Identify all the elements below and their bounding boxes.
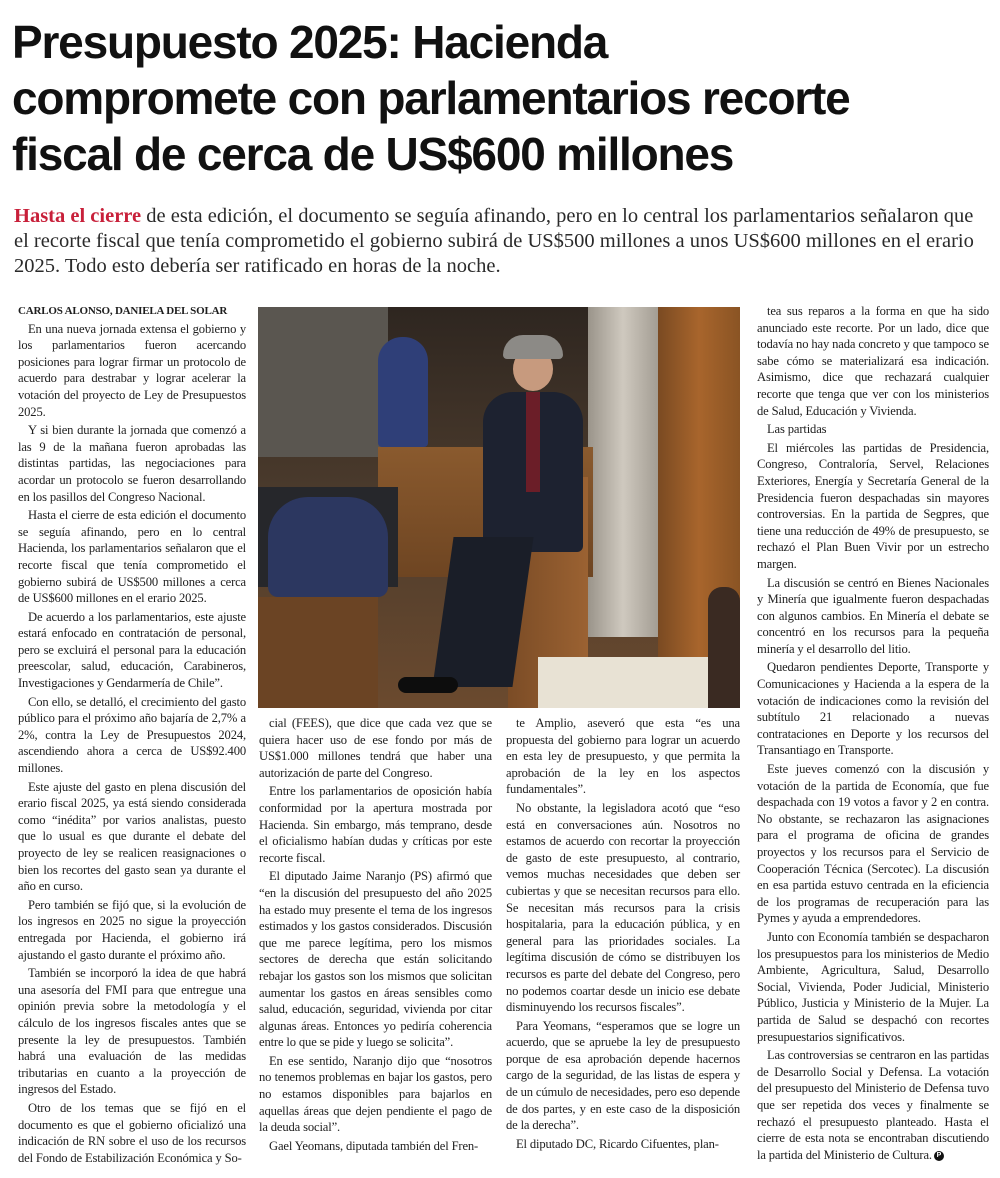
- paragraph: Pero también se fijó que, si la evolución de los ingresos en 2025 no sigue la proyección entregada por Hacienda, el gobierno irá ajustando el gasto durante el próximo año.: [18, 897, 246, 962]
- paragraph: cial (FEES), que dice que cada vez que se quiera hacer uso de ese fondo por más de US$1.000 millones tendrá que haber una autorización de parte del Congreso.: [259, 716, 492, 780]
- article-column-1: [18, 303, 246, 1168]
- paragraph-block: [506, 800, 740, 1016]
- paragraph: Junto con Economía también se despacharon los presupuestos para los ministerios de Medio Ambiente, Agricultura, Salud, Desarrollo Social, Vivienda, Poder Judicial, Ministerio Público, Justicia y Ministerio de la Mujer. La partida de Salud se despachó con recortes presupuestarios significativos.: [757, 929, 989, 1044]
- paragraph: Hasta el cierre de esta edición el documento se seguía afinando, pero en lo central Hacienda, los parlamentarios señalaron que el recorte fiscal que tenía comprometido el gobierno subirá de US$500 millones a cerca de US$600 millones en el erario 2025.: [18, 508, 246, 606]
- article-column-4: [757, 303, 989, 1165]
- paragraph-block: [18, 779, 246, 895]
- paragraph: Con ello, se detalló, el crecimiento del gasto público para el próximo año bajaría de 2,7% a 2%, contra la Ley de Presupuestos 2024, ascendiendo ahora a cerca de US$92.400 millones.: [18, 694, 246, 776]
- paragraph: Entre los parlamentarios de oposición había conformidad por la apertura mostrada por Hacienda. Sin embargo, más temprano, desde el oficialismo habían dudas y críticas por este recorte fiscal.: [259, 784, 492, 865]
- paragraph-block: [757, 575, 989, 658]
- paragraph: No obstante, la legisladora acotó que “eso está en conversaciones aún. Nosotros no estamos de acuerdo con recortar la proyección de gasto de este presupuesto, al contrario, vemos muchas necesidades que deben ser cubiertas y que se necesitan recursos para ello. Se necesitan más recursos para la crisis hospitalaria, para la educación pública, y en general para las prioridades sociales. La legítima discusión de cómo se distribuyen los recursos es parte del debate del Congreso, pero no podemos coartar desde un inicio ese debate disminuyendo los recursos fiscales”.: [506, 800, 740, 1015]
- article-column-3: [506, 715, 740, 1154]
- person-seated: [268, 497, 388, 597]
- marble-column: [588, 307, 658, 637]
- paragraph-block: [259, 1138, 492, 1155]
- paragraph-block: [506, 1136, 740, 1153]
- paragraph: El miércoles las partidas de Presidencia, Congreso, Contraloría, Servel, Relaciones Exteriores, Energía y Secretaría General de la Presidencia fueron despachadas sin mayores controversias. En la partida de Segpres, que tiene una reducción de 49% de presupuesto, se rechazó el Plan Buen Vivir por un estrecho margen.: [757, 440, 989, 571]
- paragraph-block: [18, 507, 246, 607]
- paragraph-block: [757, 421, 989, 438]
- paragraph: Y si bien durante la jornada que comenzó a las 9 de la mañana fueron aprobadas las distintas partidas, las negociaciones para acordar un protocolo se fueron desarrollando en los pasillos del Congreso Nacional.: [18, 423, 246, 504]
- byline: CARLOS ALONSO, DANIELA DEL SOLAR: [18, 305, 228, 317]
- paragraph: Gael Yeomans, diputada también del Fren-: [269, 1138, 479, 1153]
- headline: [12, 14, 992, 182]
- paragraph-block: [757, 440, 989, 573]
- lede-lead-in: Hasta el cierre: [14, 205, 142, 227]
- paragraph-block: [18, 694, 246, 777]
- paragraph-block: [757, 929, 989, 1045]
- paragraph: El diputado Jaime Naranjo (PS) afirmó que “en la discusión del presupuesto del año 2025 ha estado muy presente el tema de los ingresos estimados y los gastos considerados. Discusión que me parece legítima, pero los mismos sectores de derecha que están solicitando rebajar los gastos son los mismos que solicitan aumentar los gastos en áreas sensibles como salud, educación, seguridad, vivienda por citar algunas áreas. Entonces yo pediría coherencia entre lo que se pide y luego se solicita”.: [259, 869, 492, 1050]
- paragraph-block: [757, 303, 989, 419]
- paragraph-block: [506, 1018, 740, 1134]
- paragraph: Este ajuste del gasto en plena discusión del erario fiscal 2025, ya está siendo considerada como “inédita” por varios analistas, puesto que lo usual es que durante el debate del proyecto de ley se realicen reasignaciones o bien los recortes del gasto sean ya durante el año en curso.: [18, 779, 246, 894]
- headline-line: compromete con parlamentarios recorte: [12, 72, 850, 124]
- paragraph: El diputado DC, Ricardo Cifuentes, plan-: [516, 1136, 719, 1151]
- paragraph-list: [757, 303, 989, 1163]
- paragraph-list: [18, 321, 246, 1167]
- end-mark-icon: P: [934, 1151, 944, 1161]
- paragraph: Este jueves comenzó con la discusión y votación de la partida de Economía, que fue despachada con 19 votos a favor y 2 en contra. No obstante, se rechazaron las asignaciones para el programa de oficina de grandes proyectos y los recursos para el Servicio de Cooperación Técnica (Sercotec). La discusión en esa partida estuvo centrada en la eficiencia de los programas de recuperación para las Pymes y ayuda a emprendedores.: [757, 762, 989, 926]
- paragraph: tea sus reparos a la forma en que ha sido anunciado este recorte. Por un lado, dice que todavía no hay nada concreto y que tampoco se sabe cómo se materializará esa indicación. Asimismo, dice que rechazará cualquier recorte que tenga que ver con los ministerios de Salud, Educación y Vivienda.: [757, 304, 989, 418]
- paragraph-block: [18, 422, 246, 505]
- article-column-2: [259, 715, 492, 1156]
- paragraph-block: [757, 659, 989, 759]
- paragraph: De acuerdo a los parlamentarios, este ajuste estará enfocado en contratación de personal, pero se excluirá el personal para la educación preescolar, salud, educación, Carabineros, Investigaciones y Gendarmería de Chile”.: [18, 609, 246, 691]
- paragraph-block: [18, 897, 246, 963]
- paragraph-block: [259, 868, 492, 1051]
- paragraph: Otro de los temas que se fijó en el documento es que el gobierno oficializó una indicación de RN sobre el uso de los recursos del Fondo de Estabilización Económica y So-: [18, 1100, 246, 1165]
- paragraph-block: [757, 1047, 989, 1163]
- paragraph: Para Yeomans, “esperamos que se logre un acuerdo, que se apruebe la ley de presupuesto porque de esa aprobación depende hacernos cargo de la seguridad, de las listas de espera y de un cúmulo de necesidades, pero eso depende de dos partes, y en este caso de la disposición de la derecha”.: [506, 1018, 740, 1133]
- paragraph-block: [506, 715, 740, 798]
- paragraph: La discusión se centró en Bienes Nacionales y Minería que igualmente fueron despachadas con algunos cambios. En Minería el debate se concentró en los recursos para la pequeña minería y el desarrollo del litio.: [757, 575, 989, 656]
- article-photo: [258, 307, 740, 708]
- subheading: Las partidas: [767, 422, 827, 437]
- paragraph-list: [506, 715, 740, 1152]
- headline-line: fiscal de cerca de US$600 millones: [12, 128, 734, 180]
- paragraph-block: [259, 783, 492, 866]
- paragraph-block: [18, 321, 246, 421]
- paragraph-block: [18, 1100, 246, 1166]
- paragraph-block: [18, 965, 246, 1098]
- paragraph: te Amplio, aseveró que esta “es una propuesta del gobierno para lograr un acuerdo en esta ley de presupuesto, y que permita la aprobación de la ley en los aspectos fundamentales”.: [506, 716, 740, 797]
- lede: [14, 204, 989, 279]
- paragraph: En ese sentido, Naranjo dijo que “nosotros no tenemos problemas en bajar los gastos, pero no estamos disponibles para bajarlos en aquellas áreas que dejen pendiente el pago de la deuda social”.: [259, 1053, 492, 1135]
- paragraph: Quedaron pendientes Deporte, Transporte y Comunicaciones y Hacienda a la espera de la votación de indicaciones como la revisión del subtítulo 21 relacionado a nuevas contrataciones en Deporte y los recursos del Transantiago en Transporte.: [757, 660, 989, 758]
- lede-text: de esta edición, el documento se seguía afinando, pero en lo central los parlamentarios señalaron que el recorte fiscal que tenía comprometido el gobierno subirá de US$500 millones a unos US$600 millones en el erario 2025. Todo esto debería ser ratificado en horas de la noche.: [14, 205, 974, 277]
- paragraph: En una nueva jornada extensa el gobierno y los parlamentarios fueron acercando posiciones para lograr firmar un protocolo de acuerdo para destrabar y lograr acelerar la votación del proyecto de Ley de Presupuestos 2025.: [18, 321, 246, 419]
- paragraph-block: [259, 1053, 492, 1136]
- paragraph-block: [259, 715, 492, 781]
- paragraph: También se incorporó la idea de que habrá una asesoría del FMI para que entregue una opinión previa sobre la metodología y el cálculo de los ingresos fiscales antes que se presente la ley de presupuestos. También habrá una evaluación de las medidas tributarias en cuanto a la proyección de ingresos del Estado.: [18, 966, 246, 1097]
- person-standing: [378, 337, 428, 447]
- paragraph-block: [18, 609, 246, 692]
- headline-line: Presupuesto 2025: Hacienda: [12, 16, 608, 68]
- paragraph-block: [757, 761, 989, 927]
- paragraph: Las controversias se centraron en las partidas de Desarrollo Social y Defensa. La votación del presupuesto del Ministerio de Defensa tuvo que ser repetida dos veces y finalmente se rechazó el presupuesto planteado. Hasta el cierre de esta nota se encontraban discutiendo la partida del Ministerio de Cultura.: [757, 1048, 989, 1162]
- paragraph-list: [259, 715, 492, 1154]
